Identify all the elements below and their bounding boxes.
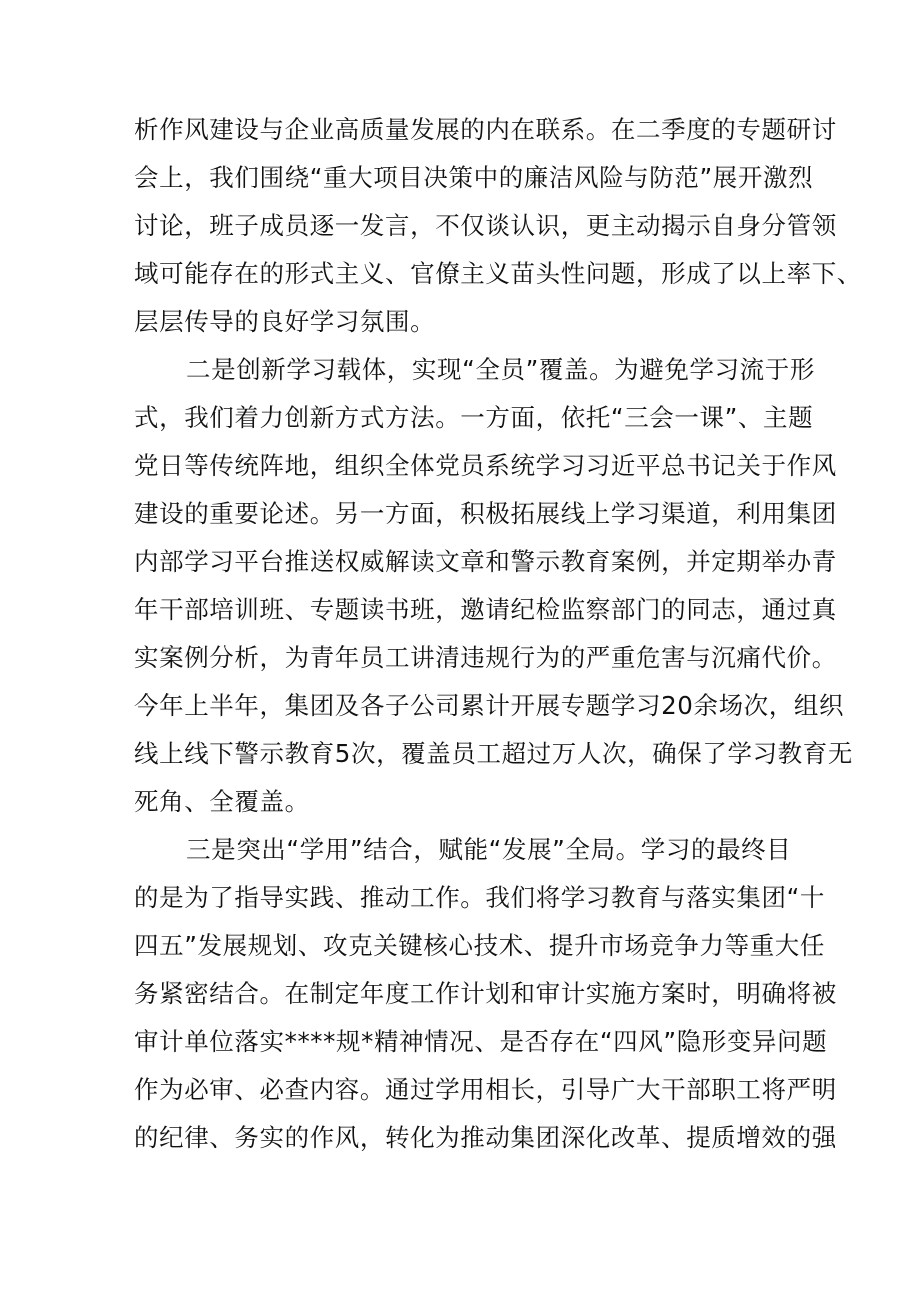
text-line: 析作风建设与企业高质量发展的内在联系。在二季度的专题研讨 (134, 115, 837, 144)
text-line-indented: 三是突出“学用”结合，赋能“发展”全局。学习的最终目 (186, 835, 792, 864)
document-body (134, 106, 862, 1162)
text-line: 的纪律、务实的作风，转化为推动集团深化改革、提质增效的强 (134, 1123, 837, 1152)
text-line: 今年上半年，集团及各子公司累计开展专题学习20余场次，组织 (134, 691, 845, 720)
text-line: 内部学习平台推送权威解读文章和警示教育案例，并定期举办青 (134, 547, 837, 576)
text-line: 讨论，班子成员逐一发言，不仅谈认识，更主动揭示自身分管领 (134, 211, 837, 240)
paragraph-3 (134, 826, 837, 1162)
text-line: 年干部培训班、专题读书班，邀请纪检监察部门的同志，通过真 (134, 595, 837, 624)
text-line-indented: 二是创新学习载体，实现“全员”覆盖。为避免学习流于形 (186, 355, 815, 384)
text-line: 线上线下警示教育5次，覆盖员工超过万人次，确保了学习教育无 (134, 739, 853, 768)
text-line: 实案例分析，为青年员工讲清违规行为的严重危害与沉痛代价。 (134, 643, 837, 672)
text-line: 层层传导的良好学习氛围。 (134, 307, 436, 336)
text-line: 会上，我们围绕“重大项目决策中的廉洁风险与防范”展开激烈 (134, 163, 814, 192)
text-line: 四五”发展规划、攻克关键核心技术、提升市场竞争力等重大任 (134, 931, 825, 960)
text-line: 式，我们着力创新方式方法。一方面，依托“三会一课”、主题 (134, 403, 814, 432)
text-line: 的是为了指导实践、推动工作。我们将学习教育与落实集团“十 (134, 883, 825, 912)
text-line: 死角、全覆盖。 (134, 787, 310, 816)
text-line: 务紧密结合。在制定年度工作计划和审计实施方案时，明确将被 (134, 979, 837, 1008)
text-line: 作为必审、必查内容。通过学用相长，引导广大干部职工将严明 (134, 1075, 837, 1104)
text-line: 审计单位落实****规*精神情况、是否存在“四风”隐形变异问题 (134, 1027, 828, 1056)
text-line: 建设的重要论述。另一方面，积极拓展线上学习渠道，利用集团 (134, 499, 837, 528)
paragraph-2 (134, 346, 853, 826)
paragraph-1 (134, 106, 862, 346)
text-line: 党日等传统阵地，组织全体党员系统学习习近平总书记关于作风 (134, 451, 837, 480)
text-line: 域可能存在的形式主义、官僚主义苗头性问题，形成了以上率下、 (134, 259, 862, 288)
